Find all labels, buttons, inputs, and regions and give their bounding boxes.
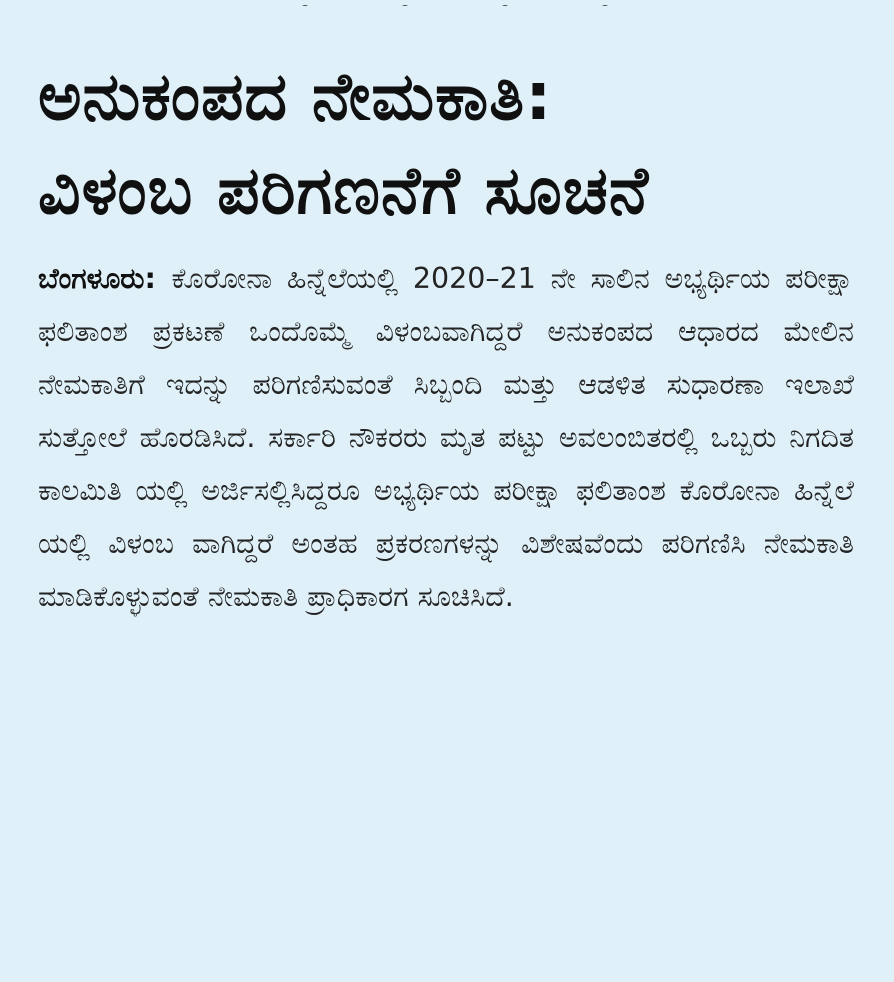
dateline: ಬೆಂಗಳೂರು: bbox=[38, 262, 172, 295]
headline-line-2: ವಿಳಂಬ ಪರಿಗಣನೆಗೆ ಸೂಚನೆ bbox=[38, 152, 650, 229]
article-body bbox=[38, 252, 854, 623]
headline-line-1: ಅನುಕಂಪದ ನೇಮಕಾತಿ: bbox=[38, 58, 553, 135]
headline bbox=[38, 0, 854, 238]
clipped-previous-text bbox=[300, 0, 720, 6]
article-body-text: ಕೊರೋನಾ ಹಿನ್ನೆಲೆಯಲ್ಲಿ 2020–21 ನೇ ಸಾಲಿನ ಅಭ್ಯರ್ಥಿಯ ಪರೀಕ್ಷಾ ಫಲಿತಾಂಶ ಪ್ರಕಟಣೆ ಒಂದೊಮ್ಮೆ ವಿಳಂಬವಾಗಿದ್ದರೆ ಅನುಕಂಪದ ಆಧಾರದ ಮೇಲಿನ ನೇಮಕಾತಿಗೆ ಇದನ್ನು ಪರಿಗಣಿಸುವಂತೆ ಸಿಬ್ಬಂದಿ ಮತ್ತು ಆಡಳಿತ ಸುಧಾರಣಾ ಇಲಾಖೆ ಸುತ್ತೋಲೆ ಹೊರಡಿಸಿದೆ. ಸರ್ಕಾರಿ ನೌಕರರು ಮೃತ ಪಟ್ಟು ಅವಲಂಬಿತರಲ್ಲಿ ಒಬ್ಬರು ನಿಗದಿತ ಕಾಲಮಿತಿ ಯಲ್ಲಿ ಅರ್ಜಿಸಲ್ಲಿಸಿದ್ದರೂ ಅಭ್ಯರ್ಥಿಯ ಪರೀಕ್ಷಾ ಫಲಿತಾಂಶ ಕೊರೋನಾ ಹಿನ್ನೆಲೆ ಯಲ್ಲಿ ವಿಳಂಬ ವಾಗಿದ್ದರೆ ಅಂತಹ ಪ್ರಕರಣಗಳನ್ನು ವಿಶೇಷವೆಂದು ಪರಿಗಣಿಸಿ ನೇಮಕಾತಿ ಮಾಡಿಕೊಳ್ಳುವಂತೆ ನೇಮಕಾತಿ ಪ್ರಾಧಿಕಾರಗ ಸೂಚಿಸಿದೆ. bbox=[38, 262, 854, 613]
